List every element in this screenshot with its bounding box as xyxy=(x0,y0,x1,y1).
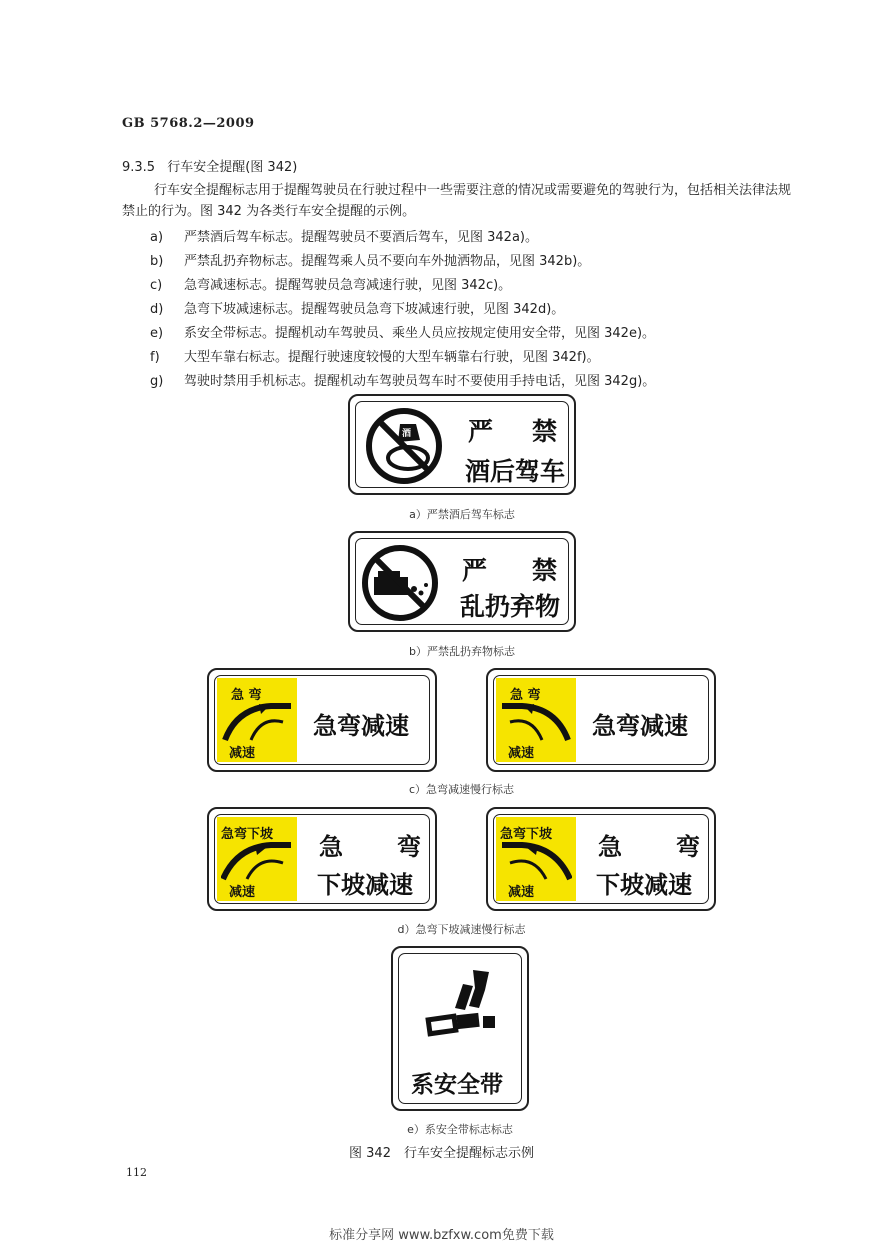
figure-caption: 图 342 行车安全提醒标志示例 xyxy=(349,1146,534,1161)
sign-c-left-text: 急弯减速 xyxy=(313,712,409,740)
sign-sharp-curve-left: 急 弯 减速 急弯减速 xyxy=(207,668,437,772)
sign-no-drink-driving xyxy=(348,394,576,495)
sign-e-text: 系安全带 xyxy=(411,1072,503,1098)
seatbelt-icon xyxy=(415,966,509,1058)
footer-watermark[interactable]: 标准分享网 www.bzfxw.com免费下载 xyxy=(329,1228,554,1243)
curve-left-icon xyxy=(221,700,293,744)
section-heading xyxy=(122,156,297,175)
caption-e: e）系安全带标志标志 xyxy=(407,1123,513,1136)
sign-b-line1-left: 严 xyxy=(462,556,488,585)
list-item: b) 严禁乱扔弃物标志。提醒驾乘人员不要向车外抛洒物品，见图 342b)。 xyxy=(150,254,591,269)
sign-b-line1-right: 禁 xyxy=(532,556,558,585)
intro-paragraph: 行车安全提醒标志用于提醒驾驶员在行驶过程中一些需要注意的情况或需要避免的驾驶行为，包括相关法律法规禁止的行为。图 342 为各类行车安全提醒的示例。 xyxy=(122,183,792,219)
list-item: d) 急弯下坡减速标志。提醒驾驶员急弯下坡减速行驶，见图 342d)。 xyxy=(150,302,565,317)
svg-text:酒: 酒 xyxy=(402,429,412,439)
no-drink-driving-icon xyxy=(364,406,444,486)
sign-sharp-curve-right: 急 弯 减速 急弯减速 xyxy=(486,668,716,772)
caption-d: d）急弯下坡减速慢行标志 xyxy=(397,923,526,936)
list-item: c) 急弯减速标志。提醒驾驶员急弯减速行驶，见图 342c)。 xyxy=(150,278,512,293)
document-code: GB 5768.2—2009 xyxy=(122,116,255,131)
sign-no-littering xyxy=(348,531,576,632)
curve-downhill-right-icon xyxy=(500,841,572,881)
caption-a: a）严禁酒后驾车标志 xyxy=(409,508,515,521)
list-item: g) 驾驶时禁用手机标志。提醒机动车驾驶员驾车时不要使用手持电话，见图 342g)。 xyxy=(150,374,656,389)
section-title: 行车安全提醒(图 342) xyxy=(167,160,298,175)
sign-a-line1-left: 严 xyxy=(468,417,494,446)
sign-b-line2: 乱扔弃物 xyxy=(460,592,561,621)
list-item: f) 大型车靠右标志。提醒行驶速度较慢的大型车辆靠右行驶，见图 342f)。 xyxy=(150,350,600,365)
no-littering-icon xyxy=(360,543,440,623)
sign-seatbelt xyxy=(391,946,529,1111)
section-number: 9.3.5 xyxy=(122,160,156,175)
sign-curve-downhill-right: 急弯下坡 减速 急 弯 下坡减速 xyxy=(486,807,716,911)
sign-c-right-text: 急弯减速 xyxy=(592,712,688,740)
list-item: e) 系安全带标志。提醒机动车驾驶员、乘坐人员应按规定使用安全带，见图 342e)。 xyxy=(150,326,656,341)
sign-a-line2: 酒后驾车 xyxy=(465,457,566,486)
sign-curve-downhill-left: 急弯下坡 减速 急 弯 下坡减速 xyxy=(207,807,437,911)
page-number: 112 xyxy=(126,1166,147,1179)
caption-b: b）严禁乱扔弃物标志 xyxy=(409,645,515,658)
curve-downhill-left-icon xyxy=(221,841,293,881)
sign-a-line1-right: 禁 xyxy=(532,417,558,446)
list-item: a) 严禁酒后驾车标志。提醒驾驶员不要酒后驾车，见图 342a)。 xyxy=(150,230,538,245)
caption-c: c）急弯减速慢行标志 xyxy=(408,783,515,796)
curve-right-icon xyxy=(500,700,572,744)
